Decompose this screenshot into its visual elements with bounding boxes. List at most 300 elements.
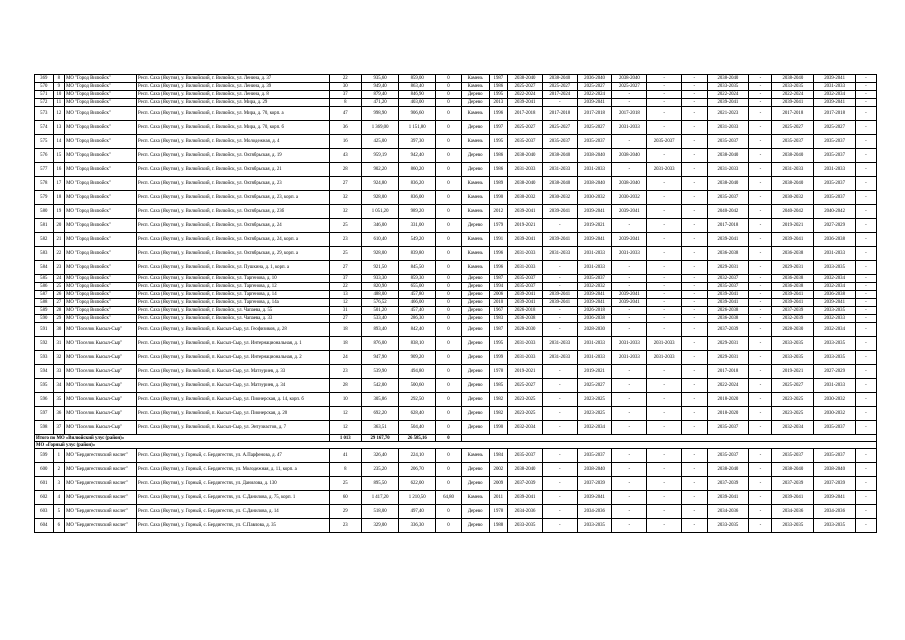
table-cell: 2028-2030 bbox=[577, 323, 612, 337]
table-row bbox=[35, 491, 877, 505]
table-cell: - bbox=[647, 261, 682, 275]
table-cell: 2036-2038 bbox=[772, 275, 814, 283]
table-cell: - bbox=[647, 283, 682, 291]
table-cell: 2035-2037 bbox=[772, 449, 814, 463]
table-cell: - bbox=[647, 177, 682, 191]
table-cell: - bbox=[855, 247, 876, 261]
table-cell: 2039-2041 bbox=[577, 99, 612, 107]
table-cell: 2035-2037 bbox=[508, 283, 543, 291]
table-cell: - bbox=[749, 477, 772, 491]
table-cell: МО "Поселок Кысыл-Сыр" bbox=[65, 379, 137, 393]
table-cell: 933,30 bbox=[362, 275, 399, 283]
table-cell: 2032-2033 bbox=[814, 315, 856, 323]
table-cell: 286,30 bbox=[399, 315, 436, 323]
table-cell: 8 bbox=[53, 75, 65, 83]
table-cell: Дерево bbox=[461, 351, 489, 365]
table-cell: 2035-2037 bbox=[542, 135, 577, 149]
table-cell: Респ. Саха (Якутия), у. Вилюйский, г. Вилюйск, ул. Октябрьская, д. 19 bbox=[137, 149, 330, 163]
table-cell: 989,20 bbox=[399, 205, 436, 219]
table-cell: 1982 bbox=[489, 407, 508, 421]
table-cell: 576,52 bbox=[362, 299, 399, 307]
table-cell: Дерево bbox=[461, 291, 489, 299]
table-cell: - bbox=[612, 323, 647, 337]
table-cell: 2033-2035 bbox=[772, 519, 814, 533]
table-cell: - bbox=[647, 315, 682, 323]
table-cell: 2039-2041 bbox=[508, 291, 543, 299]
table-cell: 2032-2034 bbox=[508, 421, 543, 435]
table-cell: - bbox=[682, 299, 708, 307]
table-cell: Камень bbox=[461, 83, 489, 91]
table-cell: 504,40 bbox=[399, 421, 436, 435]
table-row bbox=[35, 463, 877, 477]
table-cell: 206,70 bbox=[399, 463, 436, 477]
table-cell: 2039-2041 bbox=[707, 291, 749, 299]
table-cell: 2023-2025 bbox=[577, 393, 612, 407]
table-cell: 2039-2041 bbox=[814, 299, 856, 307]
table-cell: 2040-2042 bbox=[772, 205, 814, 219]
table-cell: 845,50 bbox=[399, 261, 436, 275]
table-cell: - bbox=[749, 307, 772, 315]
table-cell: 2033-2035 bbox=[814, 307, 856, 315]
table-cell: 12 bbox=[329, 421, 361, 435]
table-cell: - bbox=[749, 337, 772, 351]
table-cell: 860,20 bbox=[399, 163, 436, 177]
table-cell: 2030-2032 bbox=[814, 393, 856, 407]
table-cell: - bbox=[749, 393, 772, 407]
table-cell: 2038-2040 bbox=[577, 463, 612, 477]
table-cell: 2032-2034 bbox=[814, 283, 856, 291]
table-cell: 1978 bbox=[489, 365, 508, 379]
table-cell: 2031-2033 bbox=[577, 163, 612, 177]
table-cell: 2017-2018 bbox=[707, 219, 749, 233]
table-cell: - bbox=[647, 219, 682, 233]
table-cell: 2031-2033 bbox=[542, 351, 577, 365]
table-cell: Камень bbox=[461, 75, 489, 83]
table-cell: 2039-2041 bbox=[577, 299, 612, 307]
table-cell: - bbox=[612, 379, 647, 393]
table-cell: 542,00 bbox=[362, 379, 399, 393]
table-cell: - bbox=[612, 261, 647, 275]
table-cell: - bbox=[855, 107, 876, 121]
table-cell: 2025-2027 bbox=[814, 121, 856, 135]
table-cell: 2038-2040 bbox=[508, 75, 543, 83]
table-cell: - bbox=[647, 519, 682, 533]
table-cell: 836,20 bbox=[399, 177, 436, 191]
table-cell: - bbox=[682, 351, 708, 365]
table-cell: - bbox=[749, 99, 772, 107]
table-cell: - bbox=[855, 315, 876, 323]
table-cell: 2039-2041 bbox=[612, 299, 647, 307]
table-cell: - bbox=[647, 379, 682, 393]
table-cell: - bbox=[647, 149, 682, 163]
table-cell: Респ. Саха (Якутия), у. Вилюйский, п. Кысыл-Сыр, ул. Матэуриев, д. 34 bbox=[137, 379, 330, 393]
table-cell: 2037-2039 bbox=[814, 477, 856, 491]
table-cell: 0 bbox=[436, 365, 462, 379]
table-cell: 2038-2040 bbox=[814, 463, 856, 477]
table-cell: Респ. Саха (Якутия), у. Вилюйский, г. Вилюйск, ул. Октябрьская, д. 23б bbox=[137, 205, 330, 219]
table-row bbox=[35, 323, 877, 337]
table-cell: 2025-2027 bbox=[772, 121, 814, 135]
table-cell: 2032-2032 bbox=[577, 283, 612, 291]
table-cell: 2028-2030 bbox=[772, 323, 814, 337]
table-cell: 2031-2033 bbox=[707, 121, 749, 135]
table-cell: Дерево bbox=[461, 379, 489, 393]
table-cell: - bbox=[749, 283, 772, 291]
table-cell: - bbox=[647, 365, 682, 379]
table-cell: 1986 bbox=[489, 163, 508, 177]
table-cell: 842,40 bbox=[399, 323, 436, 337]
table-cell: 2036-2038 bbox=[508, 315, 543, 323]
table-cell: 597 bbox=[35, 407, 54, 421]
table-cell: Камень bbox=[461, 247, 489, 261]
table-cell: 2017-2018 bbox=[612, 107, 647, 121]
table-cell: 2038-2040 bbox=[612, 149, 647, 163]
table-cell: 494,80 bbox=[399, 365, 436, 379]
table-cell: Респ. Саха (Якутия), у. Вилюйский, г. Вилюйск, ул. Ленина, д. 39 bbox=[137, 83, 330, 91]
table-cell: 2030-2032 bbox=[612, 191, 647, 205]
table-cell: 28 bbox=[329, 379, 361, 393]
table-cell: Респ. Саха (Якутия), у. Вилюйский, г. Вилюйск, ул. Мира, д. 29 bbox=[137, 99, 330, 107]
table-cell: Дерево bbox=[461, 121, 489, 135]
table-cell: - bbox=[682, 491, 708, 505]
table-cell: 589 bbox=[35, 307, 54, 315]
table-cell: 2035-2037 bbox=[707, 283, 749, 291]
table-cell: 2039-2041 bbox=[612, 233, 647, 247]
table-cell: 2033-2035 bbox=[707, 519, 749, 533]
table-cell: - bbox=[682, 505, 708, 519]
table-cell: Дерево bbox=[461, 149, 489, 163]
table-cell: 2013 bbox=[489, 99, 508, 107]
table-cell: - bbox=[855, 275, 876, 283]
table-cell: 25 bbox=[53, 283, 65, 291]
table-cell: МО "Город Вилюйск" bbox=[65, 283, 137, 291]
table-cell: 906,60 bbox=[399, 107, 436, 121]
table-cell: 2032-2034 bbox=[577, 421, 612, 435]
table-cell: Респ. Саха (Якутия), у. Вилюйский, г. Вилюйск, ул. Мира, д. 70, корп. б bbox=[137, 121, 330, 135]
table-cell: Дерево bbox=[461, 163, 489, 177]
table-cell: 35 bbox=[53, 393, 65, 407]
table-cell: 582 bbox=[35, 233, 54, 247]
table-cell: 12 bbox=[53, 107, 65, 121]
table-cell: 2029-2031 bbox=[772, 261, 814, 275]
table-cell: 591 bbox=[35, 323, 54, 337]
table-cell: 2039-2041 bbox=[508, 491, 543, 505]
table-cell: - bbox=[612, 505, 647, 519]
table-cell: 2035-2037 bbox=[814, 135, 856, 149]
table-cell: 3 bbox=[53, 477, 65, 491]
table-cell: - bbox=[855, 191, 876, 205]
table-cell: - bbox=[647, 477, 682, 491]
table-cell: - bbox=[612, 477, 647, 491]
table-cell: 2017-2024 bbox=[542, 91, 577, 99]
table-cell: 581 bbox=[35, 219, 54, 233]
table-cell: 488,00 bbox=[362, 291, 399, 299]
table-cell: 10 bbox=[329, 393, 361, 407]
table-cell: - bbox=[749, 219, 772, 233]
table-cell: 593 bbox=[35, 351, 54, 365]
table-cell: 2023-2025 bbox=[508, 393, 543, 407]
table-cell: 2039-2041 bbox=[814, 75, 856, 83]
table-cell: МО "Бердигестяхский наслег" bbox=[65, 519, 137, 533]
table-cell: Респ. Саха (Якутия), у. Вилюйский, п. Кысыл-Сыр, ул. Интернациональная, д. 1 bbox=[137, 337, 330, 351]
table-cell: 18 bbox=[53, 191, 65, 205]
table-cell: 466,00 bbox=[399, 299, 436, 307]
table-cell: 0 bbox=[436, 163, 462, 177]
table-cell: Дерево bbox=[461, 275, 489, 283]
table-cell: 1 210,50 bbox=[399, 491, 436, 505]
table-cell: 37 bbox=[329, 275, 361, 283]
table-cell: 363,51 bbox=[362, 421, 399, 435]
table-cell: МО "Город Вилюйск" bbox=[65, 75, 137, 83]
table-cell: МО "Город Вилюйск" bbox=[65, 177, 137, 191]
table-cell: 0 bbox=[436, 393, 462, 407]
table-cell: 16 bbox=[329, 135, 361, 149]
table-cell: Камень bbox=[461, 177, 489, 191]
table-cell: 692,20 bbox=[362, 407, 399, 421]
table-cell: 1986 bbox=[489, 83, 508, 91]
vilyuisk-rows bbox=[35, 75, 877, 435]
table-cell: 0 bbox=[436, 519, 462, 533]
table-cell: 326,40 bbox=[362, 449, 399, 463]
table-cell: - bbox=[542, 365, 577, 379]
table-cell: 6 bbox=[53, 519, 65, 533]
table-cell: 2039-2041 bbox=[814, 491, 856, 505]
table-cell: 2031-2033 bbox=[542, 163, 577, 177]
table-cell: 0 bbox=[436, 83, 462, 91]
table-cell: 580 bbox=[35, 205, 54, 219]
table-cell: - bbox=[855, 519, 876, 533]
table-cell: 2038-2040 bbox=[542, 75, 577, 83]
table-row bbox=[35, 291, 877, 299]
table-cell: - bbox=[682, 379, 708, 393]
table-cell: 1996 bbox=[489, 261, 508, 275]
table-cell: 2033-2035 bbox=[577, 519, 612, 533]
table-cell: - bbox=[749, 275, 772, 283]
table-cell: 610,40 bbox=[362, 233, 399, 247]
table-cell: - bbox=[855, 307, 876, 315]
table-cell: 2029-2031 bbox=[707, 351, 749, 365]
table-cell: 820,90 bbox=[362, 283, 399, 291]
table-cell: 0 bbox=[436, 505, 462, 519]
table-cell: 2002 bbox=[489, 463, 508, 477]
table-cell: - bbox=[855, 135, 876, 149]
table-cell: Дерево bbox=[461, 307, 489, 315]
table-cell: 2023-2025 bbox=[772, 393, 814, 407]
table-cell: 2036-2038 bbox=[814, 291, 856, 299]
table-cell: 2035-2037 bbox=[814, 191, 856, 205]
table-cell: 2033-2035 bbox=[707, 83, 749, 91]
table-cell: - bbox=[749, 107, 772, 121]
table-cell: 921,50 bbox=[362, 261, 399, 275]
table-cell: 18 bbox=[329, 337, 361, 351]
table-cell: - bbox=[749, 261, 772, 275]
table-cell: 2036-2038 bbox=[707, 315, 749, 323]
table-cell: 2039-2041 bbox=[707, 299, 749, 307]
table-cell: 2032-2034 bbox=[814, 323, 856, 337]
table-cell: 30 bbox=[53, 323, 65, 337]
table-cell: 0 bbox=[436, 107, 462, 121]
table-cell: 2038-2040 bbox=[772, 149, 814, 163]
table-cell: 336,30 bbox=[399, 519, 436, 533]
table-cell: 0 bbox=[436, 323, 462, 337]
table-cell: Респ. Саха (Якутия), у. Вилюйский, г. Вилюйск, ул. Октябрьская, д. 23, корп. а bbox=[137, 191, 330, 205]
table-cell: МО "Город Вилюйск" bbox=[65, 191, 137, 205]
table-cell: 603 bbox=[35, 505, 54, 519]
table-cell: - bbox=[647, 275, 682, 283]
table-cell: 2019-2021 bbox=[772, 365, 814, 379]
table-row bbox=[35, 449, 877, 463]
table-cell: 9 bbox=[53, 83, 65, 91]
table-cell: 0 bbox=[436, 275, 462, 283]
table-cell: - bbox=[682, 449, 708, 463]
table-row bbox=[35, 275, 877, 283]
table-cell: 2037-2039 bbox=[707, 323, 749, 337]
table-cell: 2031-2033 bbox=[647, 163, 682, 177]
table-cell: Респ. Саха (Якутия), у. Горный, с. Бердигестях, ул. Молодежная, д. 11, корп. а bbox=[137, 463, 330, 477]
table-cell: 2035-2037 bbox=[508, 449, 543, 463]
table-cell: 2033-2035 bbox=[814, 519, 856, 533]
table-cell: - bbox=[749, 491, 772, 505]
table-cell: 33 bbox=[53, 365, 65, 379]
table-cell: 1987 bbox=[489, 75, 508, 83]
table-cell: 27 bbox=[329, 261, 361, 275]
table-row bbox=[35, 247, 877, 261]
table-cell: 0 bbox=[436, 191, 462, 205]
table-cell: 64,80 bbox=[436, 491, 462, 505]
table-cell: 0 bbox=[436, 291, 462, 299]
table-cell: 2035-2037 bbox=[814, 149, 856, 163]
table-cell: - bbox=[682, 75, 708, 83]
table-cell: 2039-2041 bbox=[508, 99, 543, 107]
table-cell: 18 bbox=[329, 323, 361, 337]
table-row bbox=[35, 307, 877, 315]
table-cell: - bbox=[612, 393, 647, 407]
table-cell: - bbox=[749, 83, 772, 91]
table-cell: 2033-2035 bbox=[772, 337, 814, 351]
table-cell: - bbox=[542, 283, 577, 291]
table-cell: 2038-2040 bbox=[707, 177, 749, 191]
table-row bbox=[35, 351, 877, 365]
table-cell: 1990 bbox=[489, 421, 508, 435]
table-cell: 599 bbox=[35, 449, 54, 463]
table-cell: 2035-2037 bbox=[577, 275, 612, 283]
table-cell: Респ. Саха (Якутия), у. Горный, с. Бердигестях, ул. А.Парфенова, д. 47 bbox=[137, 449, 330, 463]
table-cell: 13 bbox=[53, 121, 65, 135]
table-cell: - bbox=[749, 379, 772, 393]
table-cell: МО "Бердигестяхский наслег" bbox=[65, 449, 137, 463]
table-cell: 2025-2027 bbox=[508, 379, 543, 393]
table-cell: 2038-2040 bbox=[707, 463, 749, 477]
table-cell: 1995 bbox=[489, 91, 508, 99]
table-cell: - bbox=[612, 519, 647, 533]
table-cell: 895,50 bbox=[362, 477, 399, 491]
table-cell: - bbox=[647, 449, 682, 463]
table-cell: Дерево bbox=[461, 421, 489, 435]
table-cell: - bbox=[855, 283, 876, 291]
table-cell: 60 bbox=[329, 491, 361, 505]
table-cell: 2038-2040 bbox=[612, 75, 647, 83]
table-cell: - bbox=[855, 365, 876, 379]
table-cell: - bbox=[647, 91, 682, 99]
table-cell: МО "Город Вилюйск" bbox=[65, 205, 137, 219]
table-cell: 2039-2041 bbox=[814, 99, 856, 107]
table-cell: - bbox=[682, 365, 708, 379]
table-cell: - bbox=[647, 191, 682, 205]
table-cell: 471,20 bbox=[362, 99, 399, 107]
table-cell: 0 bbox=[436, 247, 462, 261]
table-cell: 655,00 bbox=[399, 283, 436, 291]
total-area-living: 26 585,16 bbox=[399, 435, 436, 442]
table-cell: - bbox=[749, 449, 772, 463]
table-cell: Респ. Саха (Якутия), у. Вилюйский, г. Вилюйск, ул. Октябрьская, д. 23 bbox=[137, 177, 330, 191]
table-cell: 2031-2033 bbox=[577, 261, 612, 275]
table-cell: 2038-2040 bbox=[542, 149, 577, 163]
table-cell: 0 bbox=[436, 351, 462, 365]
section-title: МО «Горный улус (район)» bbox=[35, 442, 877, 449]
table-cell: Респ. Саха (Якутия), у. Вилюйский, г. Вилюйск, ул. Чапаева, д. 33 bbox=[137, 315, 330, 323]
table-cell: 5 bbox=[53, 505, 65, 519]
table-cell: 500,60 bbox=[399, 379, 436, 393]
table-cell: 10 bbox=[53, 91, 65, 99]
table-cell: 16 bbox=[53, 163, 65, 177]
table-cell: 17 bbox=[53, 177, 65, 191]
table-cell: 2030-2032 bbox=[577, 191, 612, 205]
table-cell: - bbox=[612, 463, 647, 477]
table-cell: - bbox=[749, 505, 772, 519]
table-cell: 2033-2035 bbox=[772, 83, 814, 91]
table-cell: 622,00 bbox=[399, 477, 436, 491]
table-cell: Респ. Саха (Якутия), у. Вилюйский, г. Вилюйск, ул. Ленина, д. 37 bbox=[137, 75, 330, 83]
table-cell: Дерево bbox=[461, 91, 489, 99]
table-cell: 37 bbox=[329, 91, 361, 99]
table-cell: - bbox=[682, 519, 708, 533]
table-cell: Камень bbox=[461, 191, 489, 205]
table-cell: - bbox=[612, 135, 647, 149]
table-cell: 1989 bbox=[489, 177, 508, 191]
table-cell: 369 bbox=[35, 75, 54, 83]
table-cell: 2035-2037 bbox=[814, 177, 856, 191]
table-cell: 2025-2027 bbox=[542, 121, 577, 135]
table-cell: 37 bbox=[53, 421, 65, 435]
table-cell: - bbox=[682, 177, 708, 191]
table-cell: Респ. Саха (Якутия), у. Вилюйский, г. Вилюйск, ул. Октябрьская, д. 24 bbox=[137, 219, 330, 233]
table-cell: Камень bbox=[461, 233, 489, 247]
table-cell: МО "Бердигестяхский наслег" bbox=[65, 463, 137, 477]
table-cell: 4 bbox=[53, 491, 65, 505]
table-cell: - bbox=[542, 307, 577, 315]
table-cell: 2017-2018 bbox=[707, 365, 749, 379]
table-cell: 2031-2033 bbox=[542, 247, 577, 261]
table-cell: 2031-2033 bbox=[612, 351, 647, 365]
table-cell: 2019-2021 bbox=[577, 365, 612, 379]
table-cell: 0 bbox=[436, 261, 462, 275]
table-cell: 2011 bbox=[489, 491, 508, 505]
table-row bbox=[35, 135, 877, 149]
table-cell: 2025-2027 bbox=[577, 379, 612, 393]
table-cell: 2027-2029 bbox=[814, 365, 856, 379]
table-cell: - bbox=[542, 315, 577, 323]
table-cell: 2038-2040 bbox=[577, 149, 612, 163]
table-cell: 2040-2042 bbox=[707, 205, 749, 219]
table-cell: МО "Город Вилюйск" bbox=[65, 149, 137, 163]
table-cell: МО "Город Вилюйск" bbox=[65, 107, 137, 121]
table-cell: - bbox=[612, 307, 647, 315]
table-cell: - bbox=[612, 91, 647, 99]
table-cell: 2039-2041 bbox=[577, 205, 612, 219]
table-cell: Камень bbox=[461, 261, 489, 275]
table-cell: - bbox=[612, 421, 647, 435]
table-cell: МО "Город Вилюйск" bbox=[65, 99, 137, 107]
